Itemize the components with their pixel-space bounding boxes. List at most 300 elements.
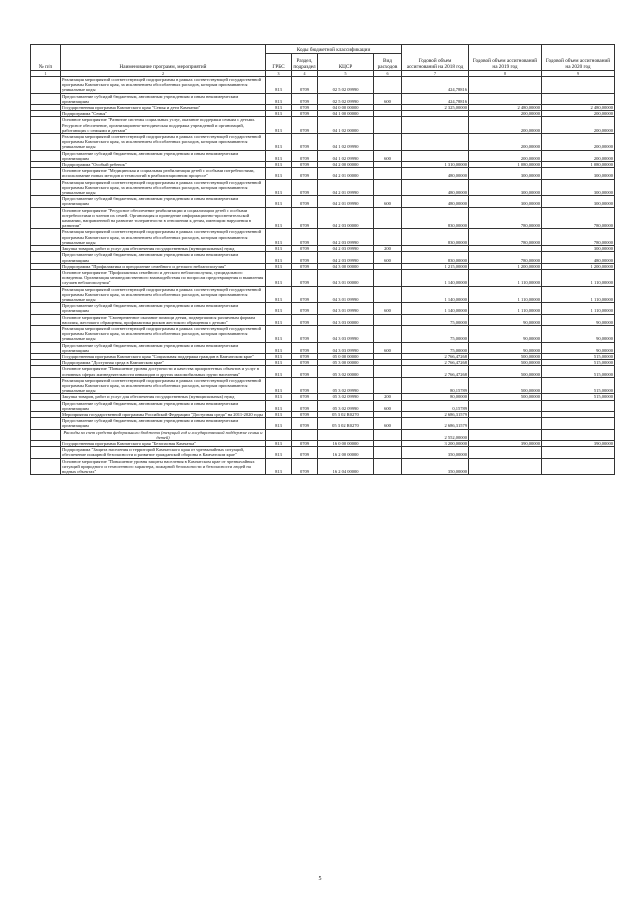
row-razdel: 0709 [292,196,318,207]
row-name: Предоставление субсидий бюджетным, автономным учреждениям и иным некоммерческим организациям [61,93,266,104]
row-sum-2020 [542,458,615,475]
row-name: Государственная программа Камчатского края "Безопасная Камчатка" [61,441,266,447]
row-sum-2020: 300,00000 [542,246,615,252]
row-vr: 600 [374,150,402,161]
row-sum-2020: 515,00000 [542,366,615,377]
row-name: Подпрограмма "Доступная среда в Камчатском крае" [61,360,266,366]
row-ksr: 04 1 02 09990 [318,150,374,161]
row-vr [374,229,402,246]
row-sum-2019: 500,00000 [469,366,542,377]
row-ksr: 04 3 01 09990 [318,286,374,303]
row-sum-2019: 90,00000 [469,314,542,325]
row-vr: 600 [374,400,402,411]
row-vr [374,447,402,458]
row-grbs: 813 [266,93,292,104]
row-ksr: 04 1 00 00000 [318,111,374,117]
row-razdel: 0709 [292,458,318,475]
table-body [31,77,615,475]
table-row [31,377,615,394]
row-ksr: 04 3 03 00000 [318,314,374,325]
row-ksr: 05 3 02 09990 [318,400,374,411]
row-razdel [292,429,318,440]
header-colnum: 1 [31,71,61,77]
row-grbs: 813 [266,314,292,325]
row-name: Закупка товаров, работ и услуг для обеспечения государственных (муниципальных) нужд [61,246,266,252]
row-razdel: 0709 [292,77,318,94]
row-grbs: 813 [266,229,292,246]
row-num [31,286,61,303]
row-ksr: 05 3 00 00000 [318,360,374,366]
row-sum-2019: 780,00000 [469,207,542,229]
row-sum-2018: 350,00000 [402,458,469,475]
row-sum-2020: 1 110,00000 [542,269,615,286]
row-sum-2019: 200,00000 [469,150,542,161]
row-sum-2020: 515,00000 [542,360,615,366]
row-sum-2018: 2 766,47268 [402,353,469,359]
row-razdel: 0709 [292,360,318,366]
row-vr: 600 [374,303,402,314]
row-sum-2019: 200,00000 [469,111,542,117]
table-row [31,418,615,429]
row-name: Основное мероприятие "Развитие системы социальных услуг, оказание поддержки семьям с детьми. Ресурсное обеспечение, организационно-методическая поддержка учреждений и организаций, работающих с семьями и детьми" [61,117,266,134]
row-sum-2018: 830,00000 [402,207,469,229]
row-sum-2018: 2 766,47268 [402,366,469,377]
table-row [31,168,615,179]
row-ksr: 04 2 03 09990 [318,229,374,246]
row-grbs: 813 [266,458,292,475]
row-sum-2020: 1 200,00000 [542,263,615,269]
row-sum-2020: 200,00000 [542,150,615,161]
row-sum-2019: 1 080,00000 [469,162,542,168]
row-razdel: 0709 [292,229,318,246]
row-vr [374,179,402,196]
table-row [31,400,615,411]
header-2018: Годовой объем ассигнований на 2018 год [402,45,469,71]
row-ksr: 02 5 02 09990 [318,77,374,94]
table-row [31,314,615,325]
table-row [31,429,615,440]
header-colnum: 2 [61,71,266,77]
row-name: Основное мероприятие "Профилактика семейного и детского неблагополучия, суицидального поведения. Организация межведомственного взаимодействия по вопросам предотвращения и выявления случаев неблагополучия" [61,269,266,286]
row-sum-2018: 830,00000 [402,252,469,263]
row-ksr: 04 2 01 09990 [318,196,374,207]
table-header [31,45,615,77]
row-ksr: 04 2 03 09990 [318,252,374,263]
row-vr [374,117,402,134]
row-sum-2019 [469,429,542,440]
row-sum-2018: 0,15789 [402,400,469,411]
row-num [31,314,61,325]
row-sum-2020 [542,447,615,458]
row-sum-2020: 1 080,00000 [542,162,615,168]
row-num [31,303,61,314]
row-sum-2019: 1 110,00000 [469,269,542,286]
row-sum-2019 [469,458,542,475]
row-vr [374,269,402,286]
table-row [31,229,615,246]
row-sum-2020: 780,00000 [542,229,615,246]
row-sum-2019 [469,77,542,94]
row-num [31,179,61,196]
row-vr [374,429,402,440]
row-vr: 200 [374,394,402,400]
row-razdel: 0709 [292,394,318,400]
row-grbs: 813 [266,168,292,179]
header-colnum: 5 [318,71,374,77]
row-vr [374,377,402,394]
table-row [31,179,615,196]
row-grbs: 813 [266,411,292,417]
row-name: Подпрограмма "Семья" [61,111,266,117]
row-sum-2018: 1 215,00000 [402,263,469,269]
row-ksr: 04 3 03 09990 [318,342,374,353]
table-row [31,325,615,342]
row-ksr [318,429,374,440]
header-grbs: ГРБС [266,54,292,71]
row-sum-2018 [402,134,469,151]
row-ksr: 02 5 02 09990 [318,93,374,104]
row-sum-2019: 1 200,00000 [469,263,542,269]
row-grbs: 813 [266,353,292,359]
row-sum-2018: 2 552,00000 [402,429,469,440]
row-ksr: 05 3 02 R0270 [318,411,374,417]
row-sum-2020: 90,00000 [542,325,615,342]
row-razdel: 0709 [292,105,318,111]
row-name: Основное мероприятие "Повышение уровня защиты населения в Камчатском крае от чрезвычайных ситуаций природного и техногенного характера, пожарной безопасности и безопасности людей на водных объектах" [61,458,266,475]
row-sum-2019 [469,93,542,104]
row-sum-2018: 1 140,00000 [402,286,469,303]
row-sum-2018: 424,78816 [402,93,469,104]
row-sum-2019: 90,00000 [469,325,542,342]
row-sum-2020: 300,00000 [542,196,615,207]
row-sum-2018 [402,117,469,134]
row-grbs: 813 [266,441,292,447]
row-razdel: 0709 [292,162,318,168]
row-razdel: 0709 [292,168,318,179]
row-ksr: 05 3 02 R0270 [318,418,374,429]
row-name: Государственная программа Камчатского края "Социальная поддержка граждан в Камчатском крае" [61,353,266,359]
row-sum-2018: 75,00000 [402,342,469,353]
row-ksr: 04 3 01 09990 [318,303,374,314]
row-sum-2019: 300,00000 [469,179,542,196]
row-name: Предоставление субсидий бюджетным, автономным учреждениям и иным некоммерческим организациям [61,303,266,314]
row-sum-2018: 3 200,00000 [402,441,469,447]
header-colnum: 9 [542,71,615,77]
row-num [31,252,61,263]
row-vr [374,325,402,342]
row-sum-2019: 2 480,00000 [469,105,542,111]
row-grbs: 813 [266,207,292,229]
row-sum-2020: 515,00000 [542,353,615,359]
header-colnum: 4 [292,71,318,77]
row-num [31,377,61,394]
row-sum-2018: 1 140,00000 [402,303,469,314]
row-sum-2020 [542,429,615,440]
row-num [31,400,61,411]
row-sum-2020: 515,00000 [542,394,615,400]
row-sum-2020: 200,00000 [542,134,615,151]
row-ksr: 16 2 00 00000 [318,447,374,458]
row-vr: 600 [374,93,402,104]
table-row [31,303,615,314]
row-sum-2020 [542,400,615,411]
row-grbs: 813 [266,117,292,134]
row-sum-2019 [469,418,542,429]
table-row [31,447,615,458]
row-razdel: 0709 [292,207,318,229]
row-ksr: 04 3 01 00000 [318,269,374,286]
row-num [31,418,61,429]
header-colnum: 6 [374,71,402,77]
row-razdel: 0709 [292,179,318,196]
row-razdel: 0709 [292,418,318,429]
row-ksr: 04 0 00 00000 [318,105,374,111]
row-razdel: 0709 [292,111,318,117]
row-ksr: 16 0 00 00000 [318,441,374,447]
row-name: Предоставление субсидий бюджетным, автономным учреждениям и иным некоммерческим организациям [61,342,266,353]
table-row [31,207,615,229]
row-razdel: 0709 [292,93,318,104]
page-number: 5 [318,876,322,882]
row-sum-2019: 500,00000 [469,377,542,394]
row-razdel: 0709 [292,269,318,286]
row-sum-2020 [542,77,615,94]
row-vr: 600 [374,252,402,263]
row-grbs: 813 [266,325,292,342]
row-ksr: 05 3 02 00000 [318,366,374,377]
row-num [31,229,61,246]
row-grbs: 813 [266,342,292,353]
row-name: Основное мероприятие "Ресурсное обеспечение реабилитации и социализации детей с особыми потребностями и членов их семей. Организация и проведение информационно-просветительской кампании, направленной на развитие толерантности в отношении к детям, имеющим нарушения в развитии" [61,207,266,229]
row-vr: 600 [374,418,402,429]
row-ksr: 04 2 03 09990 [318,246,374,252]
row-name: Мероприятия государственной программы Российской Федерации "Доступная среда" на 2011-2020 годы [61,411,266,417]
row-razdel: 0709 [292,303,318,314]
row-grbs: 813 [266,418,292,429]
row-sum-2019: 780,00000 [469,229,542,246]
row-sum-2020: 2 480,00000 [542,105,615,111]
row-sum-2019: 500,00000 [469,394,542,400]
row-sum-2020: 515,00000 [542,377,615,394]
row-sum-2019: 300,00000 [469,168,542,179]
row-grbs: 813 [266,400,292,411]
header-vr: Вид расходов [374,54,402,71]
row-sum-2018: 80,15789 [402,377,469,394]
row-sum-2018: 2 766,47268 [402,360,469,366]
row-grbs: 813 [266,179,292,196]
row-razdel: 0709 [292,400,318,411]
row-razdel: 0709 [292,117,318,134]
row-num [31,325,61,342]
row-vr [374,134,402,151]
row-sum-2019: 200,00000 [469,134,542,151]
table-row [31,196,615,207]
table-row [31,77,615,94]
table-row [31,458,615,475]
table-row [31,342,615,353]
row-vr [374,286,402,303]
row-grbs: 813 [266,111,292,117]
row-name: Предоставление субсидий бюджетным, автономным учреждениям и иным некоммерческим организациям [61,150,266,161]
row-razdel: 0709 [292,246,318,252]
row-sum-2020: 1 110,00000 [542,303,615,314]
row-grbs: 813 [266,366,292,377]
row-name: Реализация мероприятий соответствующей подпрограммы в рамках соответствующей государственной программы Камчатского края, за исключением обособленных расходов, которым присваиваются уникальные коды [61,377,266,394]
row-num [31,168,61,179]
row-ksr: 04 1 02 09990 [318,134,374,151]
row-sum-2020: 200,00000 [542,117,615,134]
row-grbs: 813 [266,303,292,314]
row-sum-2018: 350,00000 [402,447,469,458]
row-sum-2018: 1 310,00000 [402,162,469,168]
header-ksr: КЦСР [318,54,374,71]
row-name: Основное мероприятие "Медицинская и социальная реабилитация детей с особыми потребностями, использование новых методов и технологий в реабилитационном процессе" [61,168,266,179]
row-vr [374,314,402,325]
row-sum-2020: 200,00000 [542,111,615,117]
row-name: Расходы за счет средств федерального бюджета (текущий год и государственной поддержке семьи и детей) [61,429,266,440]
row-razdel: 0709 [292,353,318,359]
row-sum-2019: 390,00000 [469,441,542,447]
row-razdel: 0709 [292,150,318,161]
row-name: Реализация мероприятий соответствующей подпрограммы в рамках соответствующей государственной программы Камчатского края, за исключением обособленных расходов, которым присваиваются уникальные коды [61,179,266,196]
row-grbs: 813 [266,162,292,168]
row-num [31,458,61,475]
row-num [31,93,61,104]
row-sum-2020: 90,00000 [542,342,615,353]
row-name: Основное мероприятие "Повышение уровня доступности и качества приоритетных объектов и услуг в основных сферах жизнедеятельности инвалидов и других маломобильных групп населения" [61,366,266,377]
row-grbs: 813 [266,263,292,269]
row-grbs: 813 [266,134,292,151]
row-sum-2018: 80,00000 [402,394,469,400]
row-sum-2018: 2 325,00000 [402,105,469,111]
table-row [31,252,615,263]
row-sum-2020: 300,00000 [542,179,615,196]
row-grbs: 813 [266,196,292,207]
row-num [31,196,61,207]
row-vr [374,77,402,94]
row-sum-2018: 75,00000 [402,325,469,342]
row-sum-2019: 90,00000 [469,342,542,353]
row-name: Подпрограмма "Профилактика и преодоление семейного и детского неблагополучия" [61,263,266,269]
row-ksr: 16 2 04 00000 [318,458,374,475]
row-num [31,342,61,353]
row-ksr: 04 2 01 09990 [318,179,374,196]
budget-table [30,44,615,475]
table-row [31,286,615,303]
row-grbs: 813 [266,360,292,366]
row-razdel: 0709 [292,342,318,353]
row-grbs: 813 [266,377,292,394]
row-ksr: 04 1 02 00000 [318,117,374,134]
row-sum-2019: 500,00000 [469,360,542,366]
row-grbs: 813 [266,394,292,400]
row-sum-2019: 500,00000 [469,353,542,359]
row-vr [374,207,402,229]
row-ksr: 04 3 00 00000 [318,263,374,269]
row-name: Закупка товаров, работ и услуг для обеспечения государственных (муниципальных) нужд [61,394,266,400]
row-sum-2018: 75,00000 [402,314,469,325]
row-razdel: 0709 [292,286,318,303]
row-num [31,447,61,458]
row-num [31,77,61,94]
table-row [31,366,615,377]
row-sum-2018: 480,00000 [402,168,469,179]
header-colnum: 7 [402,71,469,77]
row-sum-2018: 830,00000 [402,229,469,246]
row-name: Предоставление субсидий бюджетным, автономным учреждениям и иным некоммерческим организациям [61,196,266,207]
row-name: Предоставление субсидий бюджетным, автономным учреждениям и иным некоммерческим организациям [61,252,266,263]
row-sum-2019 [469,447,542,458]
table-row [31,150,615,161]
row-razdel: 0709 [292,325,318,342]
header-colnum: 8 [469,71,542,77]
row-sum-2020: 90,00000 [542,314,615,325]
row-sum-2019: 780,00000 [469,252,542,263]
row-sum-2020: 390,00000 [542,441,615,447]
row-razdel: 0709 [292,441,318,447]
row-grbs: 813 [266,252,292,263]
row-sum-2020: 1 110,00000 [542,286,615,303]
row-ksr: 05 0 00 00000 [318,353,374,359]
row-sum-2018 [402,150,469,161]
row-ksr: 04 3 03 09990 [318,325,374,342]
row-sum-2019: 1 110,00000 [469,286,542,303]
row-grbs: 813 [266,246,292,252]
row-razdel: 0709 [292,411,318,417]
row-name: Реализация мероприятий соответствующей подпрограммы в рамках соответствующей государственной программы Камчатского края, за исключением обособленных расходов, которым присваиваются уникальные коды [61,229,266,246]
row-grbs: 813 [266,77,292,94]
row-name: Реализация мероприятий соответствующей подпрограммы в рамках соответствующей государственной программы Камчатского края, за исключением обособленных расходов, которым присваиваются уникальные коды [61,134,266,151]
row-sum-2018: 424,78816 [402,77,469,94]
row-grbs: 813 [266,447,292,458]
row-sum-2018: 2 686,31579 [402,418,469,429]
table-row [31,93,615,104]
row-grbs [266,429,292,440]
row-name: Подпрограмма "Защита населения и территорий Камчатского края от чрезвычайных ситуаций, обеспечение пожарной безопасности и развитие гражданской обороны в Камчатском крае" [61,447,266,458]
row-sum-2018: 1 140,00000 [402,269,469,286]
row-num [31,366,61,377]
row-name: Реализация мероприятий соответствующей подпрограммы в рамках соответствующей государственной программы Камчатского края, за исключением обособленных расходов, которым присваиваются уникальные коды [61,77,266,94]
row-razdel: 0709 [292,366,318,377]
row-sum-2020: 780,00000 [542,207,615,229]
row-vr [374,366,402,377]
row-grbs: 813 [266,286,292,303]
row-sum-2020 [542,418,615,429]
row-name: Предоставление субсидий бюджетным, автономным учреждениям и иным некоммерческим организациям [61,418,266,429]
row-num [31,207,61,229]
row-ksr: 04 2 03 00000 [318,207,374,229]
row-sum-2020: 300,00000 [542,168,615,179]
row-num [31,269,61,286]
header-name: Наименование программ, мероприятий [61,45,266,71]
row-name: Государственная программа Камчатского края "Семья и дети Камчатки" [61,105,266,111]
row-razdel: 0709 [292,134,318,151]
row-razdel: 0709 [292,252,318,263]
row-num [31,429,61,440]
row-sum-2018: 480,00000 [402,179,469,196]
row-grbs: 813 [266,105,292,111]
row-num [31,134,61,151]
row-grbs: 813 [266,269,292,286]
row-sum-2020: 480,00000 [542,252,615,263]
row-vr [374,168,402,179]
row-razdel: 0709 [292,377,318,394]
row-vr: 200 [374,246,402,252]
row-name: Основное мероприятие "Своевременное оказание помощи детям, подвергшимся различным формам насилия, жестокого обращения, профилактика рисков жестокого обращения с детьми" [61,314,266,325]
row-ksr: 04 2 01 00000 [318,168,374,179]
header-2019: Годовой объем ассигнований на 2019 год [469,45,542,71]
row-sum-2020 [542,93,615,104]
